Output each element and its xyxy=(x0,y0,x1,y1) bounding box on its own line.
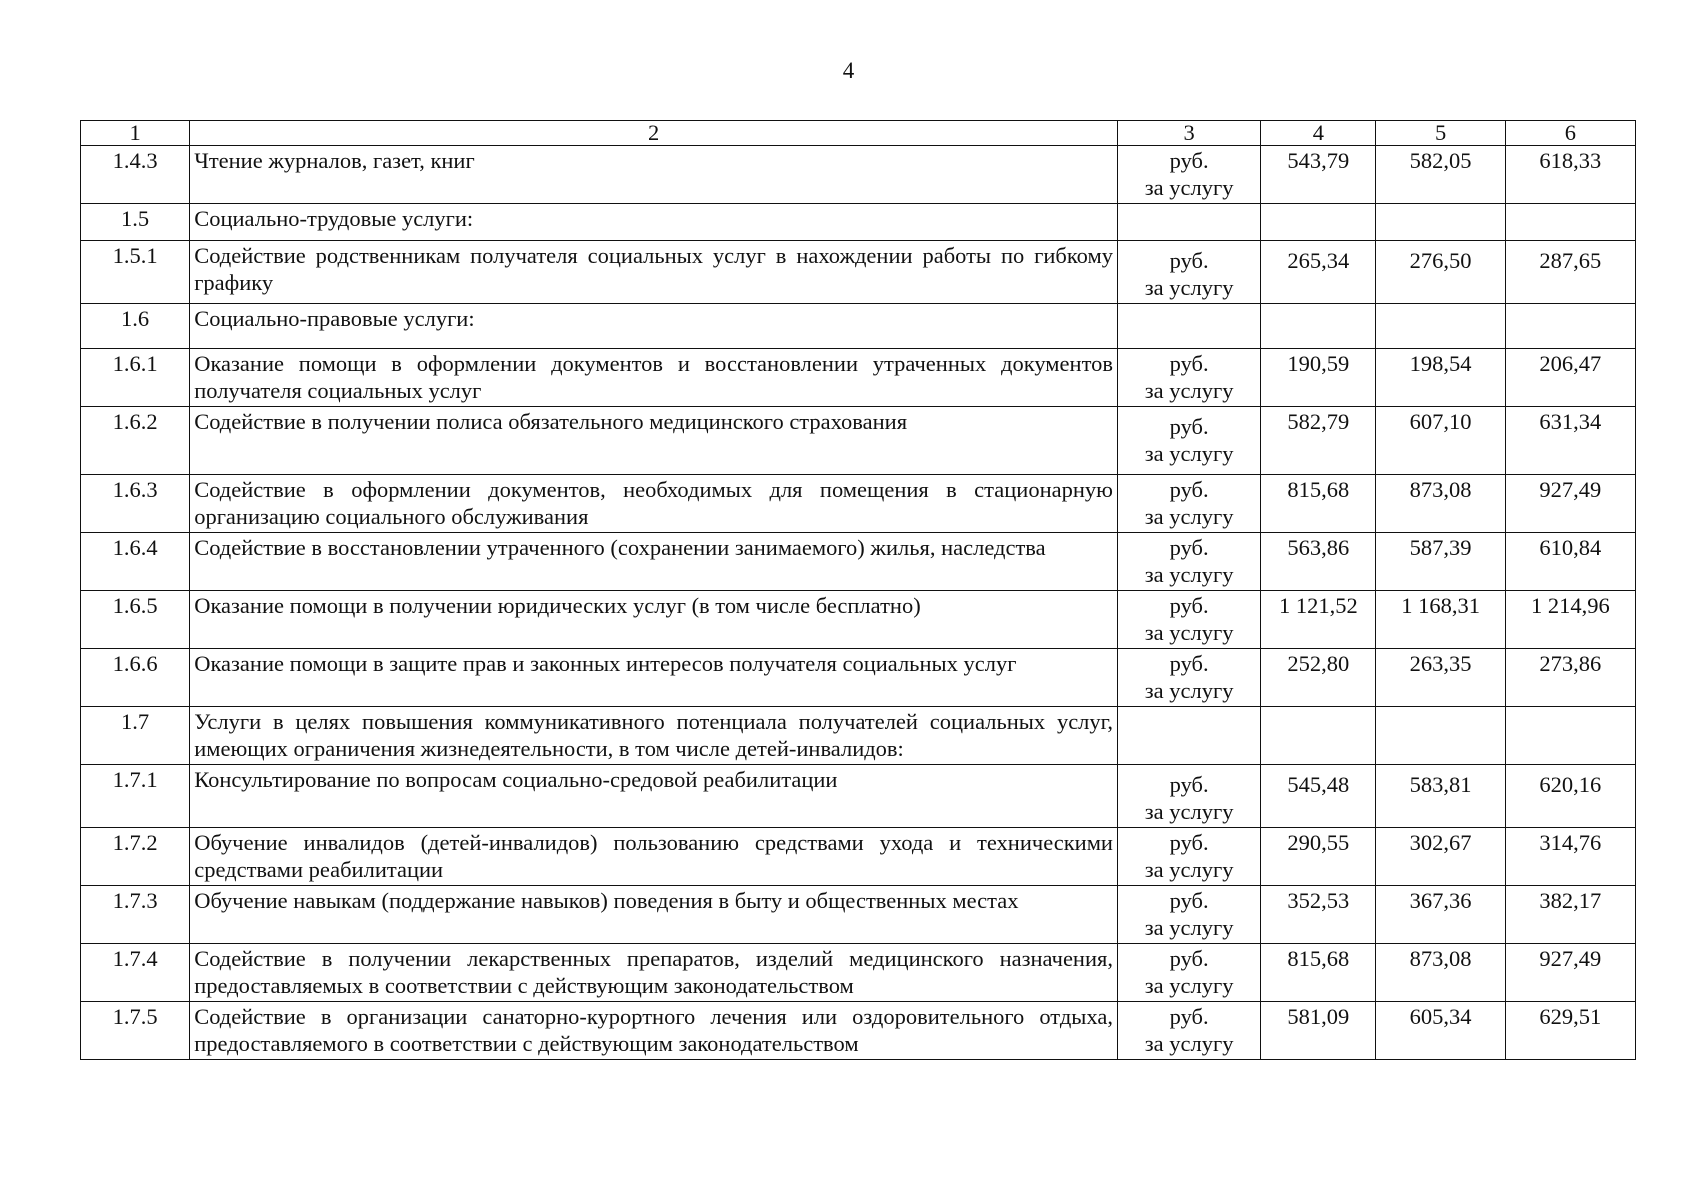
unit-cell xyxy=(1117,765,1260,828)
unit-line: за услугу xyxy=(1144,1031,1234,1056)
service-name: Чтение журналов, газет, книг xyxy=(190,146,1118,204)
value-col-5: 587,39 xyxy=(1376,533,1505,591)
unit-line: за услугу xyxy=(1144,175,1234,200)
unit-cell xyxy=(1117,475,1260,533)
value-col-5: 605,34 xyxy=(1376,1002,1505,1060)
unit-cell xyxy=(1117,533,1260,591)
value-col-6: 927,49 xyxy=(1505,475,1635,533)
section-title: Услуги в целях повышения коммуникативного потенциала получателей социальных услуг, имеющих ограничения жизнедеятельности, в том числе детей-инвалидов: xyxy=(190,707,1118,765)
value-col-5 xyxy=(1376,304,1505,349)
value-col-4 xyxy=(1261,204,1376,241)
table-row xyxy=(81,944,1636,1002)
service-name: Обучение инвалидов (детей-инвалидов) пользованию средствами ухода и техническими средствами реабилитации xyxy=(190,828,1118,886)
table-row xyxy=(81,241,1636,304)
service-name: Оказание помощи в защите прав и законных интересов получателя социальных услуг xyxy=(190,649,1118,707)
value-col-4: 815,68 xyxy=(1261,944,1376,1002)
unit-cell xyxy=(1117,204,1260,241)
service-name: Содействие в получении полиса обязательного медицинского страхования xyxy=(190,407,1118,475)
value-col-4: 545,48 xyxy=(1261,765,1376,828)
value-col-4: 815,68 xyxy=(1261,475,1376,533)
value-col-6: 927,49 xyxy=(1505,944,1635,1002)
unit-line: за услугу xyxy=(1144,620,1234,645)
unit-line: руб. xyxy=(1169,830,1209,855)
table-row xyxy=(81,146,1636,204)
table-header-row xyxy=(81,121,1636,146)
unit-cell xyxy=(1117,146,1260,204)
row-number: 1.6.3 xyxy=(81,475,190,533)
header-cell: 5 xyxy=(1376,121,1505,146)
value-col-4 xyxy=(1261,304,1376,349)
unit-cell xyxy=(1117,407,1260,475)
value-col-5: 367,36 xyxy=(1376,886,1505,944)
service-name: Консультирование по вопросам социально-средовой реабилитации xyxy=(190,765,1118,828)
value-col-6: 618,33 xyxy=(1505,146,1635,204)
service-name: Содействие в оформлении документов, необходимых для помещения в стационарную организацию социального обслуживания xyxy=(190,475,1118,533)
table-row xyxy=(81,886,1636,944)
row-number: 1.5 xyxy=(81,204,190,241)
unit-cell xyxy=(1117,886,1260,944)
section-row xyxy=(81,204,1636,241)
value-col-5: 607,10 xyxy=(1376,407,1505,475)
unit-line: руб. xyxy=(1169,248,1209,273)
service-name: Содействие в организации санаторно-курортного лечения или оздоровительного отдыха, предоставляемого в соответствии с действующим законодательством xyxy=(190,1002,1118,1060)
unit-line: за услугу xyxy=(1144,441,1234,466)
row-number: 1.4.3 xyxy=(81,146,190,204)
unit-line: за услугу xyxy=(1144,678,1234,703)
value-col-5: 198,54 xyxy=(1376,349,1505,407)
tariff-table xyxy=(80,120,1636,1060)
unit-cell xyxy=(1117,944,1260,1002)
unit-cell xyxy=(1117,304,1260,349)
value-col-4: 265,34 xyxy=(1261,241,1376,304)
value-col-6: 287,65 xyxy=(1505,241,1635,304)
value-col-5: 873,08 xyxy=(1376,475,1505,533)
section-title: Социально-правовые услуги: xyxy=(190,304,1118,349)
unit-line: руб. xyxy=(1169,535,1209,560)
value-col-5: 873,08 xyxy=(1376,944,1505,1002)
table-row xyxy=(81,349,1636,407)
row-number: 1.7 xyxy=(81,707,190,765)
header-cell: 3 xyxy=(1117,121,1260,146)
header-cell: 4 xyxy=(1261,121,1376,146)
value-col-4: 252,80 xyxy=(1261,649,1376,707)
value-col-4: 1 121,52 xyxy=(1261,591,1376,649)
unit-line: руб. xyxy=(1169,414,1209,439)
unit-line: за услугу xyxy=(1144,504,1234,529)
value-col-5 xyxy=(1376,204,1505,241)
value-col-5: 276,50 xyxy=(1376,241,1505,304)
row-number: 1.7.1 xyxy=(81,765,190,828)
unit-line: руб. xyxy=(1169,1004,1209,1029)
table-row xyxy=(81,765,1636,828)
row-number: 1.6.4 xyxy=(81,533,190,591)
value-col-4: 582,79 xyxy=(1261,407,1376,475)
service-name: Содействие родственникам получателя социальных услуг в нахождении работы по гибкому графику xyxy=(190,241,1118,304)
unit-line: за услугу xyxy=(1144,799,1234,824)
value-col-5: 1 168,31 xyxy=(1376,591,1505,649)
value-col-4: 190,59 xyxy=(1261,349,1376,407)
section-row xyxy=(81,707,1636,765)
table-row xyxy=(81,407,1636,475)
value-col-4: 581,09 xyxy=(1261,1002,1376,1060)
row-number: 1.5.1 xyxy=(81,241,190,304)
value-col-6 xyxy=(1505,204,1635,241)
table-row xyxy=(81,828,1636,886)
unit-line: руб. xyxy=(1169,946,1209,971)
table-row xyxy=(81,533,1636,591)
header-cell: 6 xyxy=(1505,121,1635,146)
unit-line: руб. xyxy=(1169,593,1209,618)
row-number: 1.7.5 xyxy=(81,1002,190,1060)
page-number: 4 xyxy=(842,58,855,83)
unit-line: руб. xyxy=(1169,351,1209,376)
value-col-6: 314,76 xyxy=(1505,828,1635,886)
unit-cell xyxy=(1117,241,1260,304)
row-number: 1.7.4 xyxy=(81,944,190,1002)
unit-cell xyxy=(1117,828,1260,886)
value-col-6: 610,84 xyxy=(1505,533,1635,591)
unit-cell xyxy=(1117,591,1260,649)
row-number: 1.6.5 xyxy=(81,591,190,649)
unit-line: за услугу xyxy=(1144,973,1234,998)
value-col-4 xyxy=(1261,707,1376,765)
unit-line: за услугу xyxy=(1144,857,1234,882)
value-col-4: 290,55 xyxy=(1261,828,1376,886)
unit-cell xyxy=(1117,349,1260,407)
unit-line: руб. xyxy=(1169,888,1209,913)
service-name: Оказание помощи в оформлении документов и восстановлении утраченных документов получателя социальных услуг xyxy=(190,349,1118,407)
header-cell: 1 xyxy=(81,121,190,146)
value-col-4: 563,86 xyxy=(1261,533,1376,591)
value-col-6: 631,34 xyxy=(1505,407,1635,475)
unit-line: руб. xyxy=(1169,772,1209,797)
value-col-6: 629,51 xyxy=(1505,1002,1635,1060)
unit-line: руб. xyxy=(1169,148,1209,173)
unit-line: руб. xyxy=(1169,477,1209,502)
value-col-6 xyxy=(1505,304,1635,349)
section-row xyxy=(81,304,1636,349)
value-col-6 xyxy=(1505,707,1635,765)
service-name: Содействие в получении лекарственных препаратов, изделий медицинского назначения, предоставляемых в соответствии с действующим законодательством xyxy=(190,944,1118,1002)
value-col-6: 1 214,96 xyxy=(1505,591,1635,649)
unit-cell xyxy=(1117,707,1260,765)
service-name: Содействие в восстановлении утраченного (сохранении занимаемого) жилья, наследства xyxy=(190,533,1118,591)
row-number: 1.6.2 xyxy=(81,407,190,475)
unit-line: за услугу xyxy=(1144,562,1234,587)
value-col-5 xyxy=(1376,707,1505,765)
value-col-4: 352,53 xyxy=(1261,886,1376,944)
unit-line: за услугу xyxy=(1144,275,1234,300)
value-col-4: 543,79 xyxy=(1261,146,1376,204)
value-col-6: 206,47 xyxy=(1505,349,1635,407)
row-number: 1.6.6 xyxy=(81,649,190,707)
row-number: 1.7.3 xyxy=(81,886,190,944)
unit-line: за услугу xyxy=(1144,378,1234,403)
value-col-5: 582,05 xyxy=(1376,146,1505,204)
table-row xyxy=(81,591,1636,649)
service-name: Обучение навыкам (поддержание навыков) поведения в быту и общественных местах xyxy=(190,886,1118,944)
unit-cell xyxy=(1117,1002,1260,1060)
row-number: 1.7.2 xyxy=(81,828,190,886)
unit-line: руб. xyxy=(1169,651,1209,676)
value-col-6: 273,86 xyxy=(1505,649,1635,707)
row-number: 1.6 xyxy=(81,304,190,349)
value-col-6: 382,17 xyxy=(1505,886,1635,944)
service-name: Оказание помощи в получении юридических услуг (в том числе бесплатно) xyxy=(190,591,1118,649)
table-row xyxy=(81,649,1636,707)
value-col-5: 302,67 xyxy=(1376,828,1505,886)
value-col-6: 620,16 xyxy=(1505,765,1635,828)
table-row xyxy=(81,475,1636,533)
value-col-5: 263,35 xyxy=(1376,649,1505,707)
row-number: 1.6.1 xyxy=(81,349,190,407)
table-row xyxy=(81,1002,1636,1060)
value-col-5: 583,81 xyxy=(1376,765,1505,828)
unit-cell xyxy=(1117,649,1260,707)
unit-line: за услугу xyxy=(1144,915,1234,940)
section-title: Социально-трудовые услуги: xyxy=(190,204,1118,241)
header-cell: 2 xyxy=(190,121,1118,146)
